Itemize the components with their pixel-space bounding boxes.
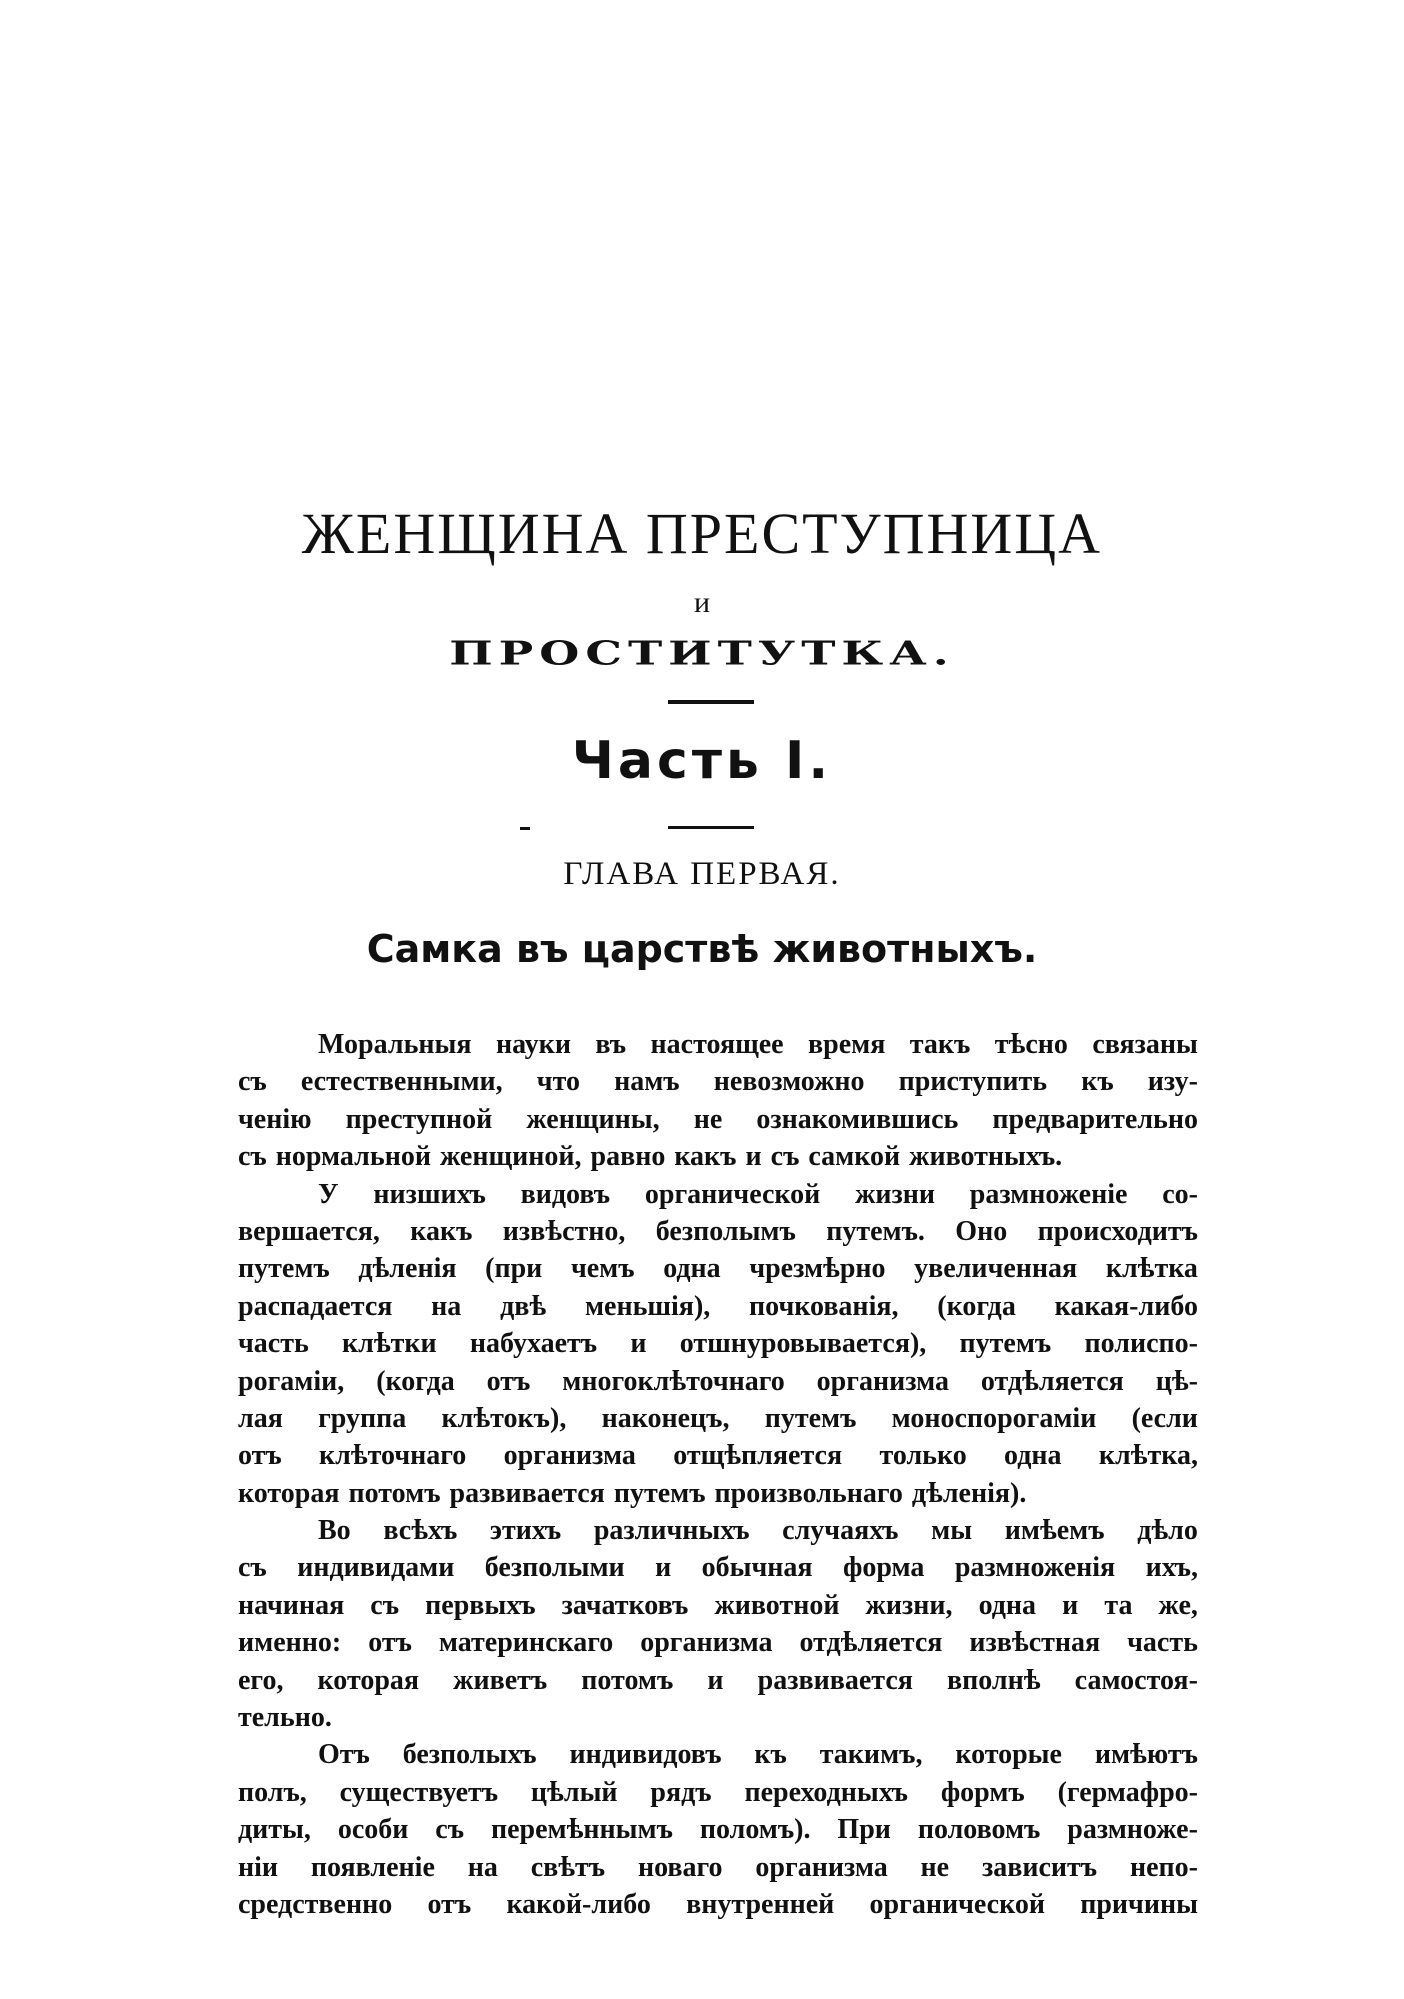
text-line: часть клѣтки набухаетъ и отшнуровывается), путемъ полиспо-	[238, 1328, 1198, 1360]
text-line: вершается, какъ извѣстно, безполымъ путемъ. Оно происходитъ	[238, 1215, 1198, 1247]
text-line: Отъ безполыхъ индивидовъ къ такимъ, которые имѣютъ	[318, 1739, 1198, 1771]
text-line: тельно.	[238, 1702, 332, 1734]
text-line: полъ, существуетъ цѣлый рядъ переходныхъ формъ (гермафро-	[238, 1776, 1198, 1808]
text-line: которая потомъ развивается путемъ произвольнаго дѣленія).	[238, 1477, 1027, 1509]
chapter-label: ГЛАВА ПЕРВАЯ.	[563, 856, 841, 892]
text-line: путемъ дѣленія (при чемъ одна чрезмѣрно увеличенная клѣтка	[238, 1253, 1198, 1285]
paragraph	[238, 1176, 1198, 1513]
text-line: ченію преступной женщины, не ознакомившись предварительно	[238, 1103, 1198, 1135]
text-line: рогаміи, (когда отъ многоклѣточнаго организма отдѣляется цѣ-	[238, 1365, 1198, 1397]
text-line: съ нормальной женщиной, равно какъ и съ самкой животныхъ.	[238, 1141, 1063, 1173]
title-conjunction: и	[693, 586, 711, 619]
text-line: начиная съ первыхъ зачатковъ животной жизни, одна и та же,	[238, 1589, 1198, 1621]
paragraph	[238, 1736, 1198, 1923]
book-subtitle: ПРОСТИТУТКА.	[449, 633, 955, 673]
paragraph	[238, 1026, 1198, 1176]
text-line: Во всѣхъ этихъ различныхъ случаяхъ мы имѣемъ дѣло	[318, 1515, 1198, 1547]
text-line: средственно отъ какой-либо внутренней органической причины	[238, 1888, 1198, 1920]
paragraph	[238, 1512, 1198, 1736]
text-line: лая группа клѣтокъ), наконецъ, путемъ моноспорогаміи (если	[238, 1402, 1198, 1434]
text-line: съ индивидами безполыми и обычная форма размноженія ихъ,	[238, 1552, 1198, 1584]
print-speck	[520, 827, 530, 830]
text-line: диты, особи съ перемѣннымъ поломъ). При половомъ размноже-	[238, 1814, 1198, 1846]
text-line: ніи появленіе на свѣтъ новаго организма не зависитъ непо-	[238, 1851, 1198, 1883]
text-line: его, которая живетъ потомъ и развивается вполнѣ самостоя-	[238, 1664, 1198, 1696]
text-line: распадается на двѣ меньшія), почкованія, (когда какая-либо	[238, 1290, 1198, 1322]
part-heading: Часть I.	[571, 731, 833, 791]
text-line: У низшихъ видовъ органической жизни размноженіе со-	[318, 1178, 1198, 1210]
body-text	[238, 1026, 1198, 1923]
book-title: ЖЕНЩИНА ПРЕСТУПНИЦА	[301, 501, 1103, 566]
text-line: Моральныя науки въ настоящее время такъ тѣсно связаны	[318, 1029, 1198, 1060]
title-divider	[668, 700, 754, 704]
text-line: отъ клѣточнаго организма отщѣпляется только одна клѣтка,	[238, 1440, 1198, 1472]
chapter-title: Самка въ царствѣ животныхъ.	[366, 927, 1038, 971]
text-line: съ естественными, что намъ невозможно приступить къ изу-	[238, 1066, 1198, 1098]
part-divider	[668, 826, 754, 829]
text-line: именно: отъ материнскаго организма отдѣляется извѣстная часть	[238, 1627, 1198, 1659]
